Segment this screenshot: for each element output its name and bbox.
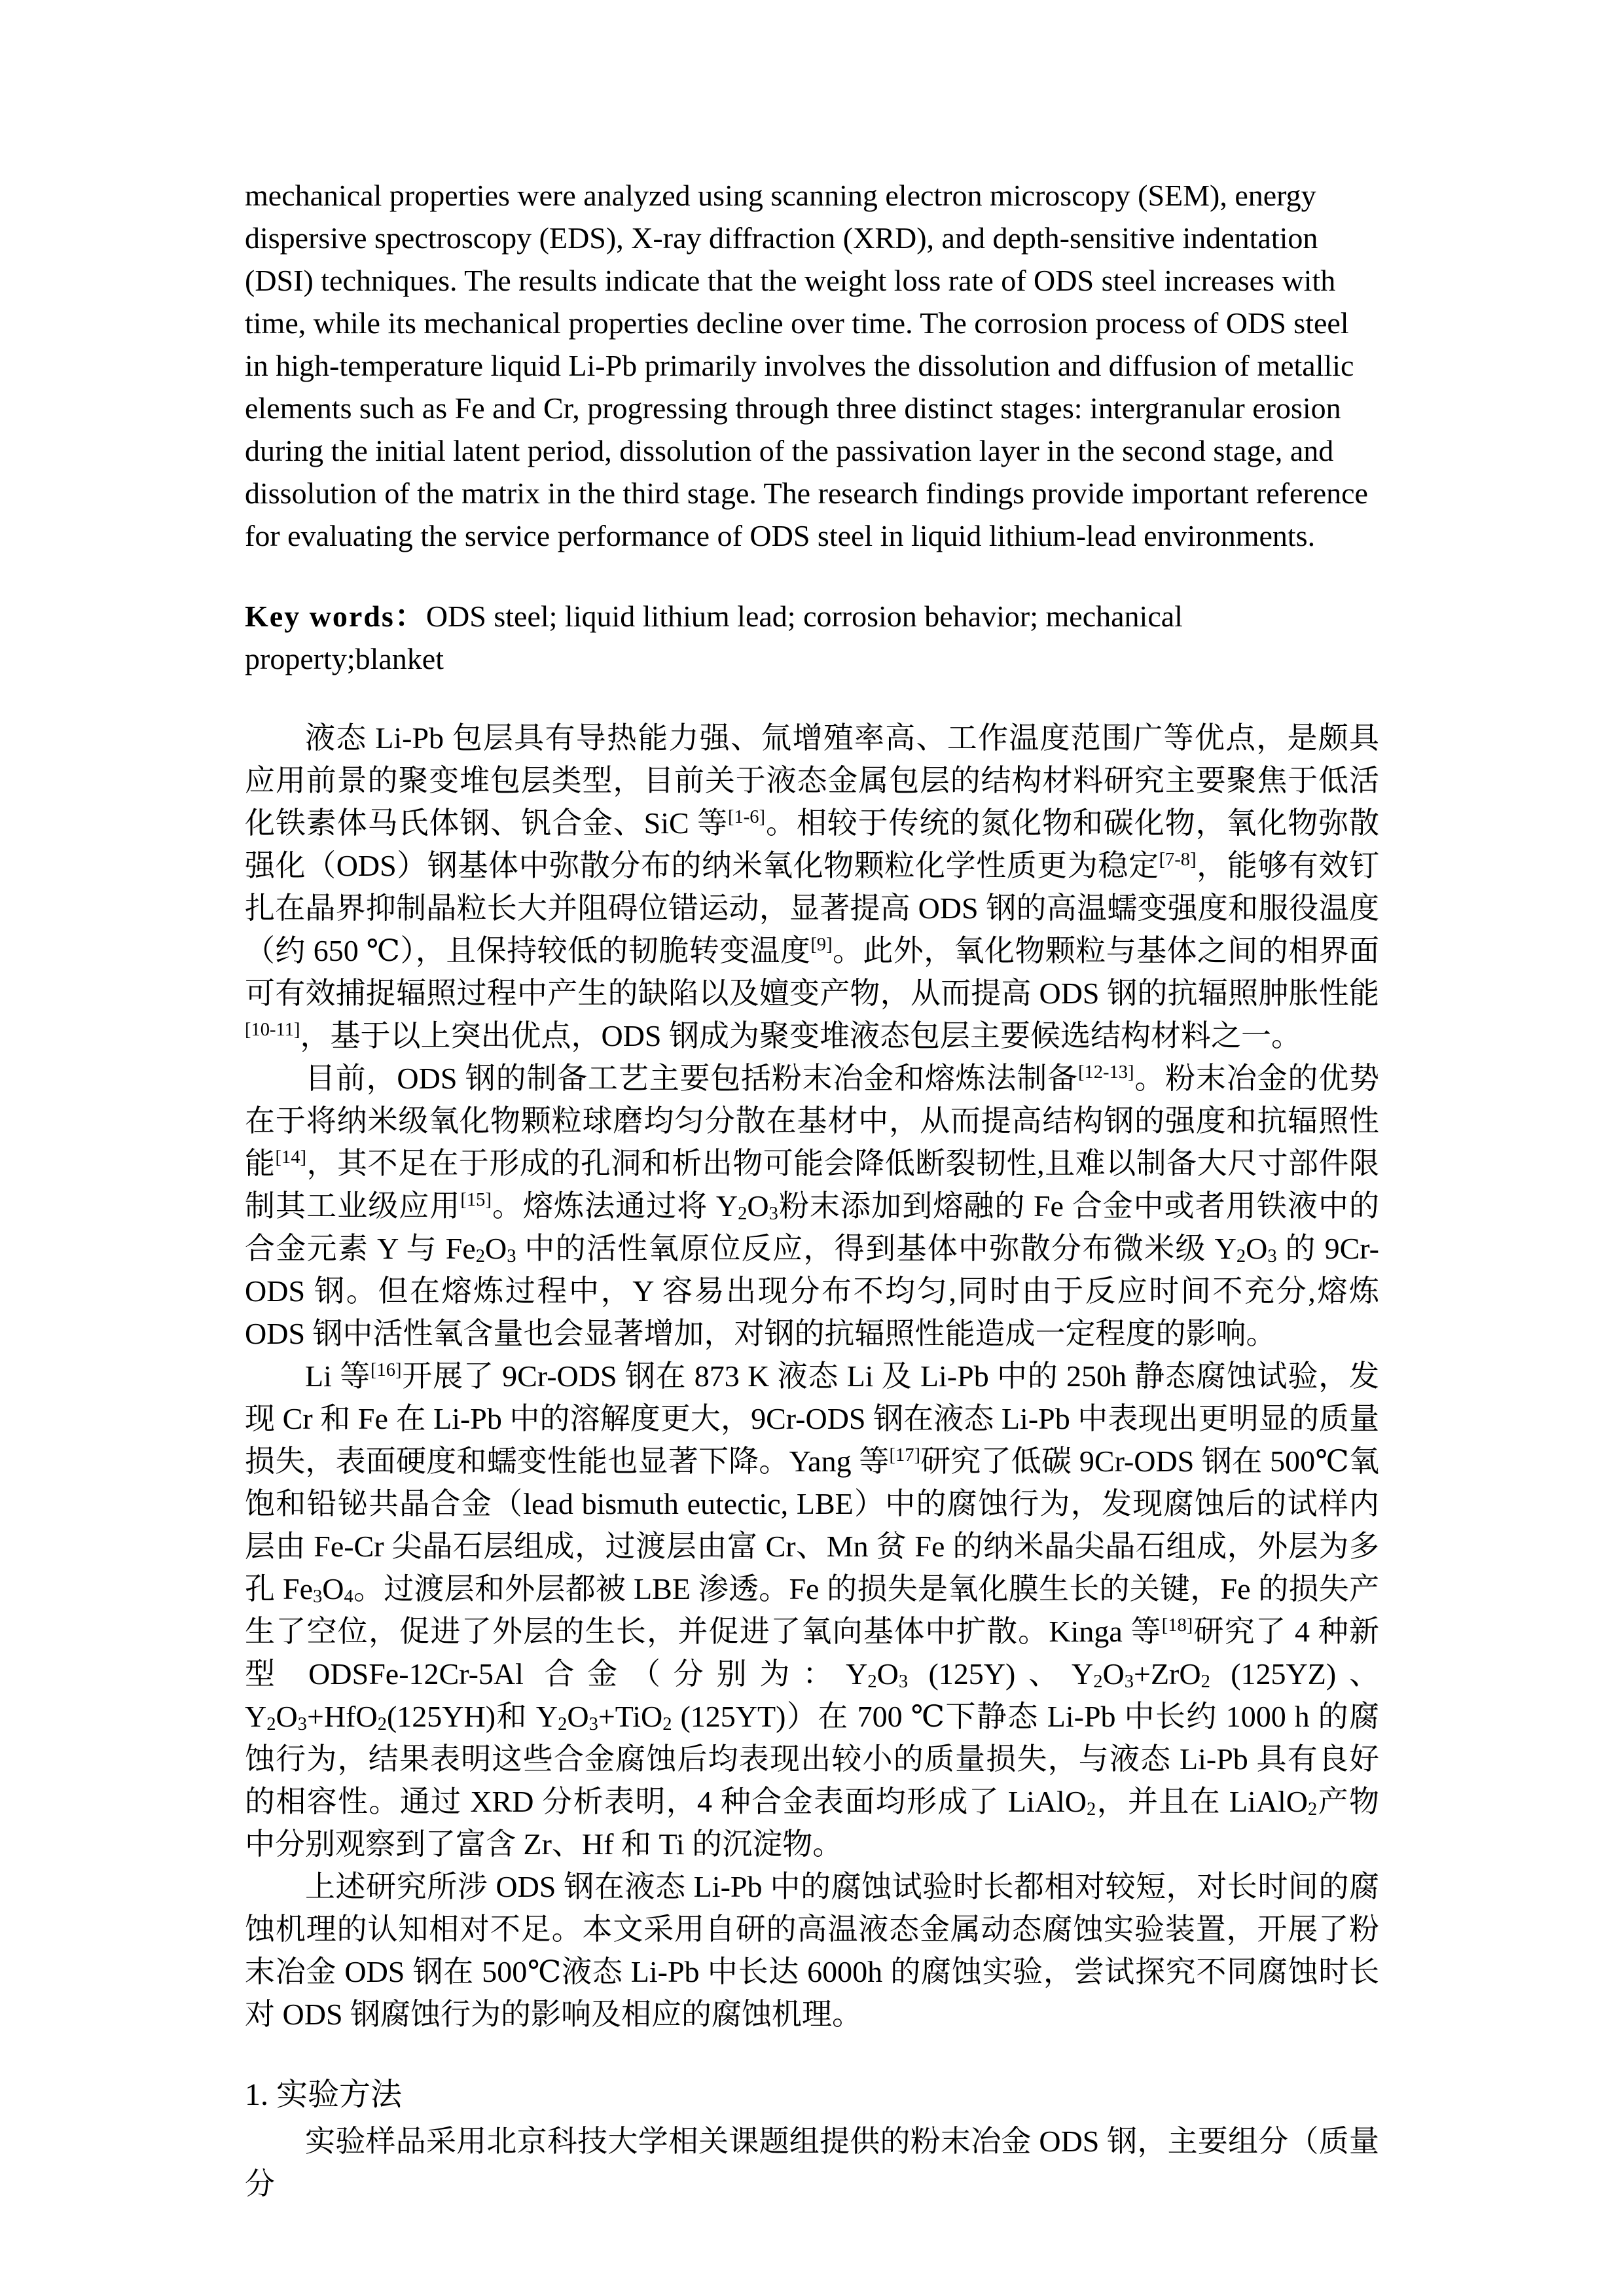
body-paragraph-intro-2: 目前，ODS 钢的制备工艺主要包括粉末冶金和熔炼法制备[12-13]。粉末冶金的优势在于将纳米级氧化物颗粒球磨均匀分散在基材中，从而提高结构钢的强度和抗辐照性能[14]，其不足在于形成的孔洞和析出物可能会降低断裂韧性,且难以制备大尺寸部件限制其工业级应用[15]。熔炼法通过将 $Y_2O_3$粉末添加到熔融的 Fe 合金中或者用铁液中的合金元素 Y 与 $Fe_2O_3$ 中的活性氧原位反应，得到基体中弥散分布微米级 $Y_2O_3$ 的 9Cr-ODS 钢。但在熔炼过程中，Y 容易出现分布不均匀,同时由于反应时间不充分,熔炼 ODS 钢中活性氧含量也会显著增加，对钢的抗辐照性能造成一定程度的影响。 (245, 1062, 1380, 1350)
section-heading-experimental-method: 1. 实验方法 (245, 2077, 403, 2112)
body-paragraph-intro-1: 液态 Li-Pb 包层具有导热能力强、氚增殖率高、工作温度范围广等优点，是颇具应用前景的聚变堆包层类型，目前关于液态金属包层的结构材料研究主要聚焦于低活化铁素体马氏体钢、钒合金、SiC 等[1-6]。相较于传统的氮化物和碳化物，氧化物弥散强化（ODS）钢基体中弥散分布的纳米氧化物颗粒化学性质更为稳定[7-8]，能够有效钉扎在晶界抑制晶粒长大并阻碍位错运动，显著提高 ODS 钢的高温蠕变强度和服役温度（约 650 ℃），且保持较低的韧脆转变温度[9]。此外，氧化物颗粒与基体之间的相界面可有效捕捉辐照过程中产生的缺陷以及嬗变产物，从而提高 ODS 钢的抗辐照肿胀性能[10-11]，基于以上突出优点，ODS 钢成为聚变堆液态包层主要候选结构材料之一。 (245, 721, 1380, 1052)
page-content (245, 174, 1379, 2205)
body-paragraph-intro-4: 上述研究所涉 ODS 钢在液态 Li-Pb 中的腐蚀试验时长都相对较短，对长时间的腐蚀机理的认知相对不足。本文采用自研的高温液态金属动态腐蚀实验装置，开展了粉末冶金 ODS 钢在 500℃液态 Li-Pb 中长达 6000h 的腐蚀实验，尝试探究不同腐蚀时长对 ODS 钢腐蚀行为的影响及相应的腐蚀机理。 (245, 1870, 1379, 2031)
body-paragraph-intro-3: Li 等[16]开展了 9Cr-ODS 钢在 873 K 液态 Li 及 Li-Pb 中的 250h 静态腐蚀试验，发现 Cr 和 Fe 在 Li-Pb 中的溶解度更大，9Cr-ODS 钢在液态 Li-Pb 中表现出更明显的质量损失，表面硬度和蠕变性能也显著下降。Yang 等[17]研究了低碳 9Cr-ODS 钢在 500℃氧饱和铅铋共晶合金（lead bismuth eutectic, LBE）中的腐蚀行为，发现腐蚀后的试样内层由 Fe-Cr 尖晶石层组成，过渡层由富 Cr、Mn 贫 Fe 的纳米晶尖晶石组成，外层为多孔 $Fe_3O_4$。过渡层和外层都被 LBE 渗透。Fe 的损失是氧化膜生长的关键，Fe 的损失产生了空位，促进了外层的生长，并促进了氧向基体中扩散。Kinga 等[18]研究了 4 种新型 ODSFe-12Cr-5Al 合金（分别为：$Y_2O_3$ (125Y)、$Y_2O_3+ZrO_2$ (125YZ)、$Y_2O_3+HfO_2(125YH)$和 $Y_2O_3+TiO_2$ (125YT)）在 700 ℃下静态 Li-Pb 中长约 1000 h 的腐蚀行为，结果表明这些合金腐蚀后均表现出较小的质量损失，与液态 Li-Pb 具有良好的相容性。通过 XRD 分析表明，4 种合金表面均形成了 LiAlO$_2$，并且在 LiAlO$_2$产物中分别观察到了富含 Zr、Hf 和 Ti 的沉淀物。 (245, 1359, 1380, 1861)
keywords-label: Key words： (245, 600, 426, 633)
keywords-line (245, 595, 1379, 680)
section-paragraph-samples: 实验样品采用北京科技大学相关课题组提供的粉末冶金 ODS 钢，主要组分（质量分 (245, 2125, 1379, 2200)
keywords-text: ODS steel; liquid lithium lead; corrosion behavior; mechanical property;blanket (245, 600, 1183, 675)
abstract-continuation-paragraph: mechanical properties were analyzed using scanning electron microscopy (SEM), energy dispersive spectroscopy (EDS), X-ray diffraction (XRD), and depth-sensitive indentation (DSI) techniques. The results indicate that the weight loss rate of ODS steel increases with time, while its mechanical properties decline over time. The corrosion process of ODS steel in high-temperature liquid Li-Pb primarily involves the dissolution and diffusion of metallic elements such as Fe and Cr, progressing through three distinct stages: intergranular erosion during the initial latent period, dissolution of the passivation layer in the second stage, and dissolution of the matrix in the third stage. The research findings provide important reference for evaluating the service performance of ODS steel in liquid lithium-lead environments. (245, 179, 1368, 552)
